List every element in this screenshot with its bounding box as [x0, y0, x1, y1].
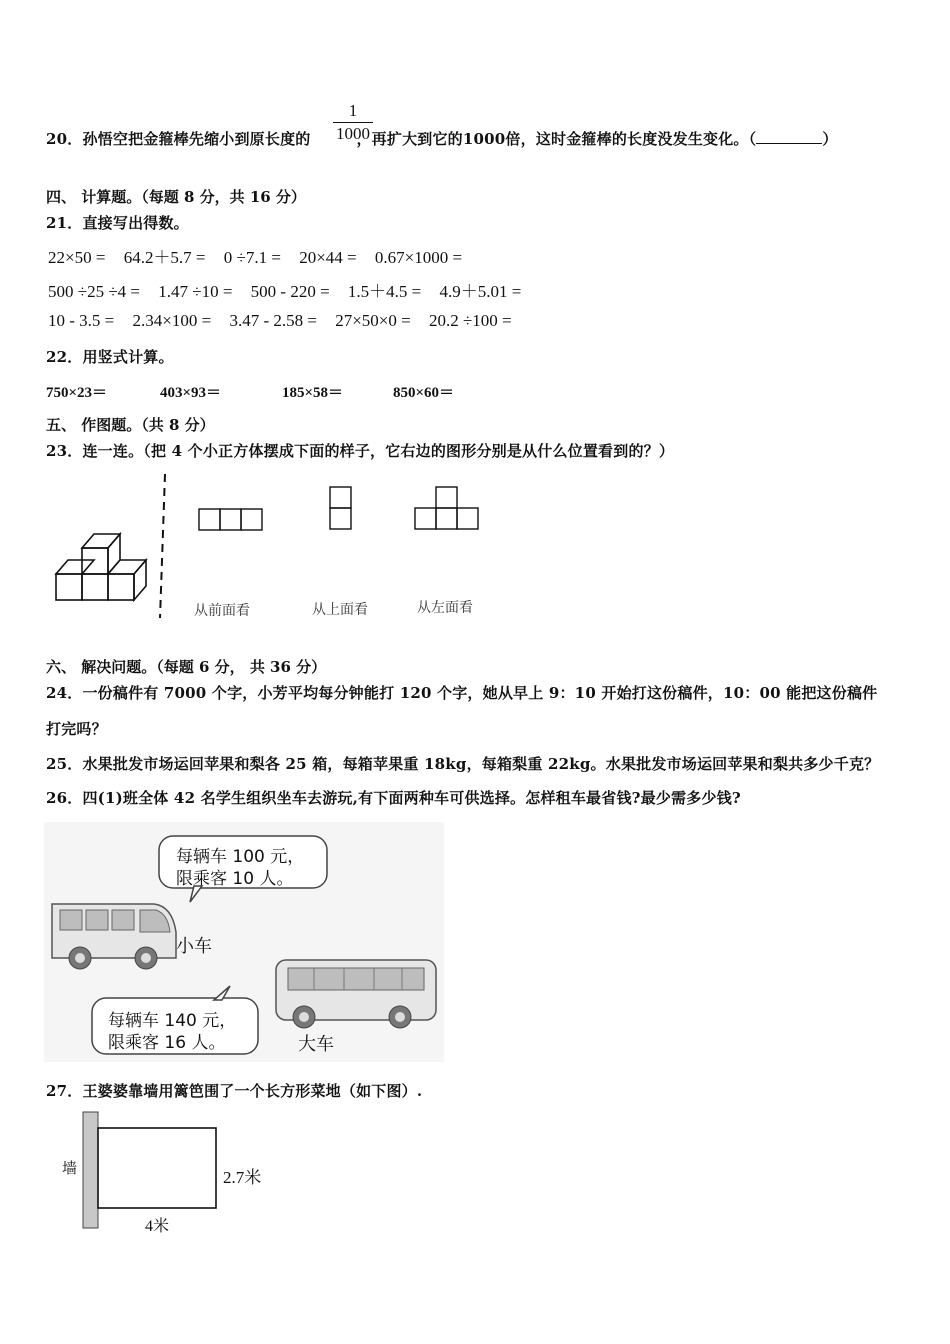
calc-item: 500 ÷25 ÷4 = — [48, 282, 140, 301]
question-23-title: 23．连一连。（把 4 个小正方体摆成下面的样子，它右边的图形分别是从什么位置看到的？） — [46, 442, 675, 460]
calc-item: 0 ÷7.1 = — [223, 248, 281, 267]
question-27: 27．王婆婆靠墙用篱笆围了一个长方形菜地（如下图）. — [46, 1082, 423, 1100]
caption-left-view: 从左面看 — [417, 600, 473, 616]
calc-item: 64.2＋5.7 = — [123, 248, 206, 267]
section-5-title: 五、 作图题。（共 8 分） — [46, 416, 215, 434]
calc-item: 2.34×100 = — [132, 311, 212, 330]
calc-item: 500 - 220 = — [250, 282, 330, 301]
question-25: 25．水果批发市场运回苹果和梨各 25 箱，每箱苹果重 18kg，每箱梨重 22kg。水果批发市场运回苹果和梨共多少千克？ — [46, 755, 880, 773]
big-car-bubble-line-2: 限乘客 16 人。 — [108, 1033, 226, 1053]
dashed-divider — [160, 474, 165, 618]
height-label: 2.7米 — [223, 1168, 262, 1187]
wall-label: 墙 — [62, 1159, 78, 1177]
calc-item: 1.47 ÷10 = — [158, 282, 233, 301]
caption-front-view: 从前面看 — [194, 603, 250, 619]
q20-prefix: 20．孙悟空把金箍棒先缩小到原长度的 — [46, 130, 311, 148]
big-car-label: 大车 — [298, 1034, 334, 1055]
q22-item: 850×60＝ — [393, 385, 455, 401]
q20-fraction — [333, 101, 373, 144]
q21-row-1 — [48, 243, 476, 268]
question-24-line-2: 打完吗？ — [46, 720, 107, 738]
question-20 — [46, 128, 838, 149]
small-car-label: 小车 — [176, 936, 212, 957]
view-shape-left — [415, 487, 478, 529]
q26-figure — [44, 822, 444, 1062]
vegetable-garden-rectangle — [98, 1128, 216, 1208]
width-label: 4米 — [145, 1218, 170, 1235]
view-shape-front — [199, 509, 262, 530]
cube-stack-figure — [56, 534, 146, 600]
section-4-title: 四、 计算题。（每题 8 分，共 16 分） — [46, 188, 306, 206]
small-car-image — [52, 904, 176, 969]
q21-row-3 — [48, 311, 526, 331]
small-car-bubble-line-2: 限乘客 10 人。 — [176, 869, 294, 889]
question-26: 26．四(1)班全体 42 名学生组织坐车去游玩,有下面两种车可供选择。怎样租车最省钱?最少需多少钱? — [46, 789, 741, 807]
calc-item: 0.67×1000 = — [374, 248, 463, 267]
view-shape-top — [330, 487, 351, 529]
caption-top-view: 从上面看 — [312, 602, 368, 618]
q20-fraction-numerator: 1 — [348, 101, 358, 120]
question-21-title: 21．直接写出得数。 — [46, 214, 189, 232]
section-6-title: 六、 解决问题。（每题 6 分， 共 36 分） — [46, 658, 327, 676]
fraction-bar — [333, 122, 373, 123]
q22-item: 750×23＝ — [46, 385, 108, 401]
calc-item: 20.2 ÷100 = — [428, 311, 512, 330]
calc-item: 22×50 = — [48, 248, 106, 267]
calc-item: 10 - 3.5 = — [48, 311, 115, 330]
q20-answer-blank[interactable] — [756, 129, 822, 144]
calc-item: 1.5＋4.5 = — [347, 282, 422, 301]
q22-item: 185×58＝ — [282, 385, 344, 401]
wall-strip — [83, 1112, 98, 1228]
calc-item: 20×44 = — [299, 248, 357, 267]
q20-close: ） — [822, 130, 838, 148]
question-24-line-1: 24．一份稿件有 7000 个字，小芳平均每分钟能打 120 个字，她从早上 9：10 开始打这份稿件，10：00 能把这份稿件 — [46, 684, 878, 702]
q21-row-2 — [48, 277, 535, 302]
calc-item: 27×50×0 = — [335, 311, 411, 330]
big-car-image — [276, 960, 436, 1028]
q22-item: 403×93＝ — [160, 385, 222, 401]
question-22-title: 22．用竖式计算。 — [46, 348, 174, 366]
calc-item: 4.9＋5.01 = — [439, 282, 522, 301]
small-car-bubble-line-1: 每辆车 100 元， — [176, 847, 305, 867]
calc-item: 3.47 - 2.58 = — [229, 311, 317, 330]
q20-suffix: ，再扩大到它的1000倍，这时金箍棒的长度没发生变化。（ — [356, 130, 757, 148]
big-car-bubble-line-1: 每辆车 140 元， — [108, 1011, 237, 1031]
q20-fraction-denominator: 1000 — [336, 124, 370, 143]
